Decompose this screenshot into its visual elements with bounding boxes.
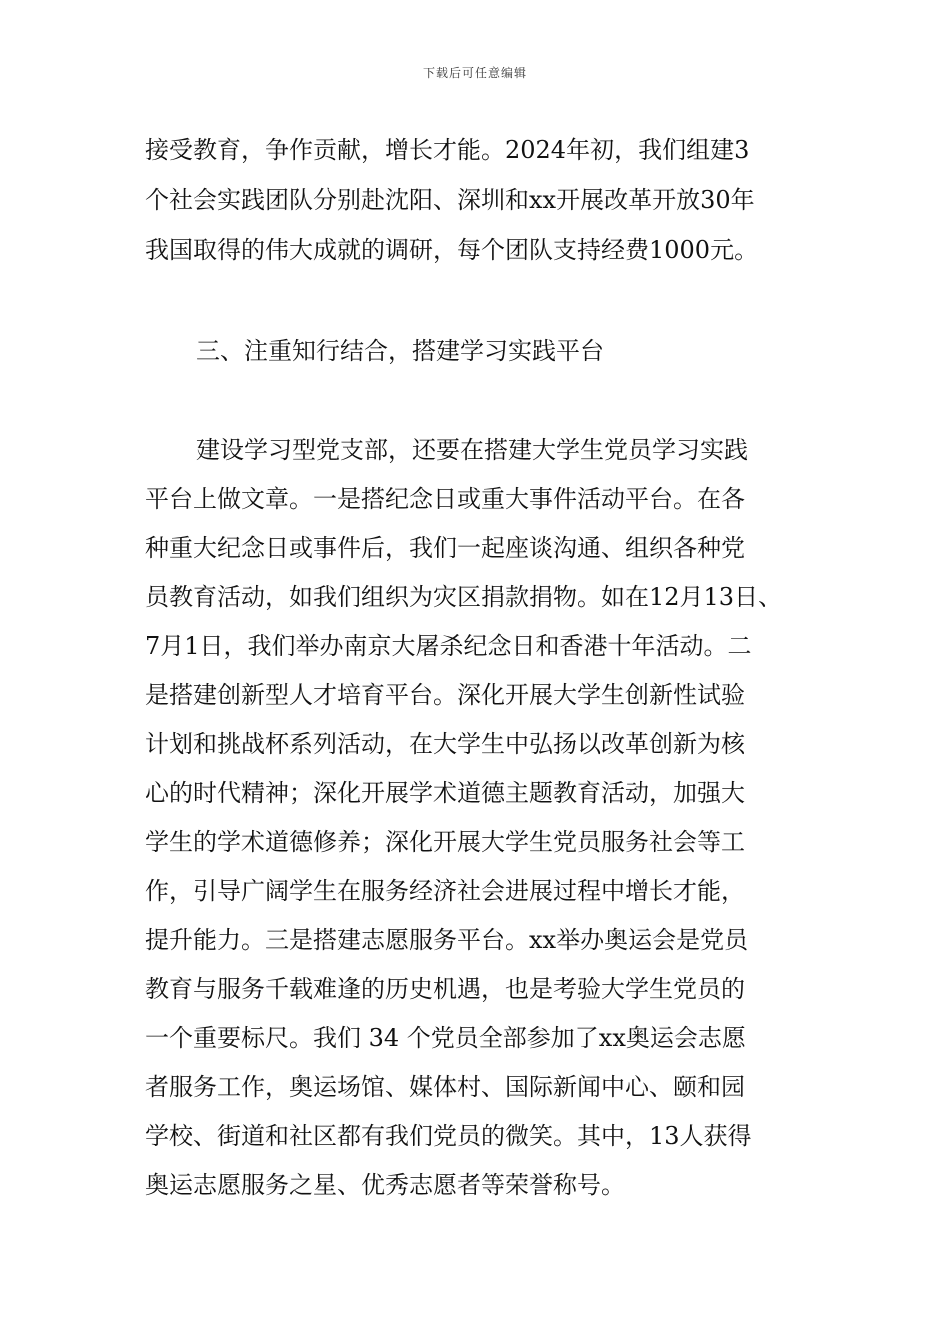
- section-heading: 三、注重知行结合，搭建学习实践平台: [196, 337, 604, 365]
- para1-line-1: 接受教育，争作贡献，增长才能。2024年初，我们组建3: [145, 136, 750, 164]
- para2-line-6: 是搭建创新型人才培育平台。深化开展大学生创新性试验: [145, 681, 745, 709]
- para2-line-2: 平台上做文章。一是搭纪念日或重大事件活动平台。在各: [145, 485, 745, 513]
- para2-line-4: 员教育活动，如我们组织为灾区捐款捐物。如在12月13日、: [145, 583, 783, 611]
- para2-line-8: 心的时代精神；深化开展学术道德主题教育活动，加强大: [145, 779, 745, 807]
- para2-line-9: 学生的学术道德修养；深化开展大学生党员服务社会等工: [145, 828, 745, 856]
- para2-line-11: 提升能力。三是搭建志愿服务平台。xx举办奥运会是党员: [145, 926, 749, 954]
- para2-line-16: 奥运志愿服务之星、优秀志愿者等荣誉称号。: [145, 1171, 625, 1199]
- para2-line-12: 教育与服务千载难逢的历史机遇，也是考验大学生党员的: [145, 975, 745, 1003]
- header-note: 下载后可任意编辑: [422, 66, 527, 80]
- para2-line-15: 学校、街道和社区都有我们党员的微笑。其中，13人获得: [145, 1122, 752, 1150]
- para2-line-14: 者服务工作，奥运场馆、媒体村、国际新闻中心、颐和园: [145, 1073, 745, 1101]
- para2-line-1: 建设学习型党支部，还要在搭建大学生党员学习实践: [196, 436, 748, 464]
- para2-line-10: 作，引导广阔学生在服务经济社会进展过程中增长才能，: [145, 877, 745, 905]
- para2-line-13: 一个重要标尺。我们 34 个党员全部参加了xx奥运会志愿: [145, 1024, 746, 1052]
- para2-line-3: 种重大纪念日或事件后，我们一起座谈沟通、组织各种党: [145, 534, 745, 562]
- para1-line-3: 我国取得的伟大成就的调研，每个团队支持经费1000元。: [145, 236, 759, 264]
- para1-line-2: 个社会实践团队分别赴沈阳、深圳和xx开展改革开放30年: [145, 186, 755, 214]
- para2-line-7: 计划和挑战杯系列活动，在大学生中弘扬以改革创新为核: [145, 730, 745, 758]
- para2-line-5: 7月1日，我们举办南京大屠杀纪念日和香港十年活动。二: [145, 632, 752, 660]
